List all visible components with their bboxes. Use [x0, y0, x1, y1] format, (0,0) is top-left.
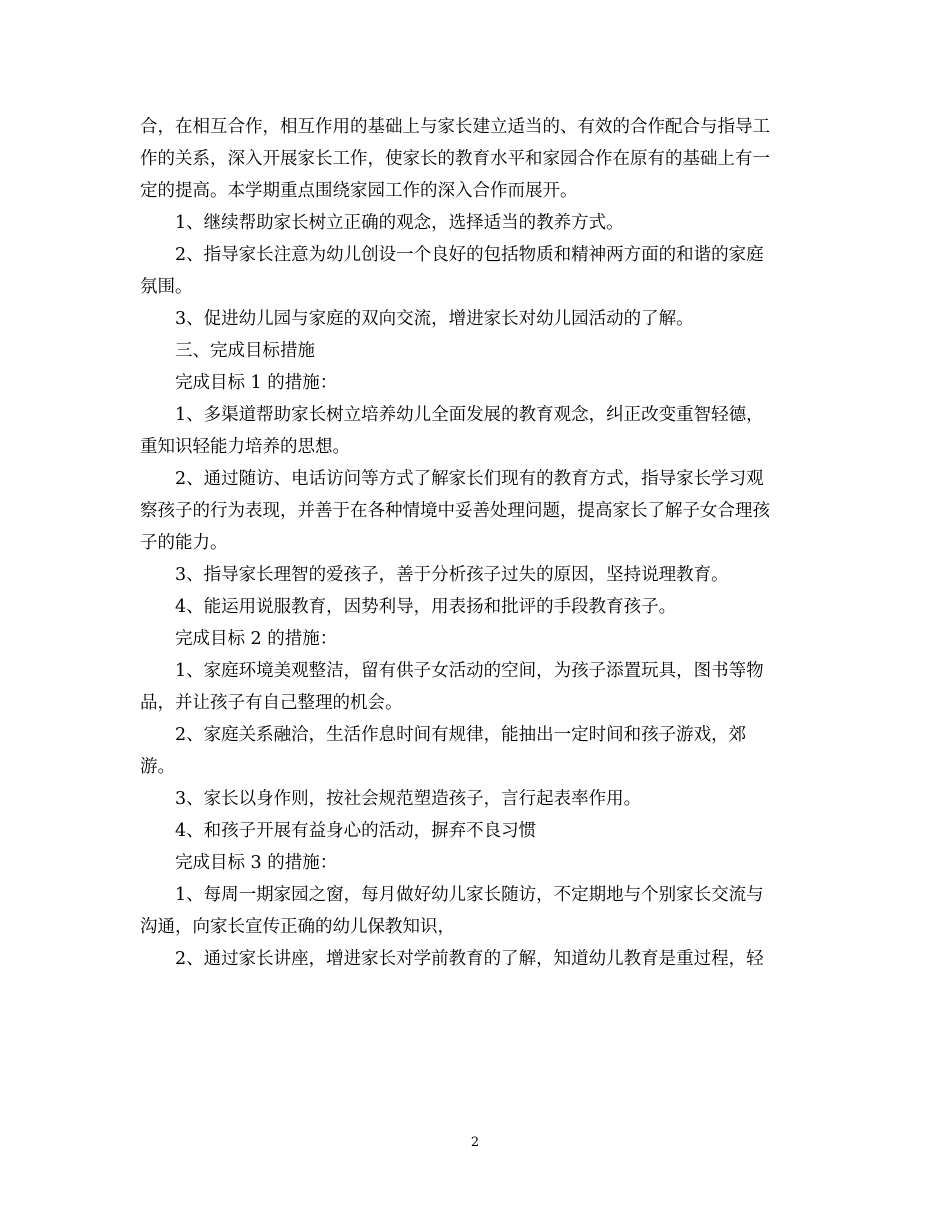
text-line: 合，在相互合作，相互作用的基础上与家长建立适当的、有效的合作配合与指导工 [140, 117, 770, 137]
text-line: 作的关系，深入开展家长工作，使家长的教育水平和家园合作在原有的基础上有一 [140, 149, 770, 169]
list-item: 2、通过家长讲座，增进家长对学前教育的了解，知道幼儿教育是重过程，轻 [175, 949, 764, 969]
list-item: 1、多渠道帮助家长树立培养幼儿全面发展的教育观念，纠正改变重智轻德， [175, 405, 764, 425]
section-heading: 三、完成目标措施 [175, 341, 315, 361]
text-line: 定的提高。本学期重点围绕家园工作的深入合作而展开。 [140, 181, 578, 201]
list-item: 3、指导家长理智的爱孩子，善于分析孩子过失的原因，坚持说理教育。 [175, 565, 729, 585]
list-item: 2、指导家长注意为幼儿创设一个良好的包括物质和精神两方面的和谐的家庭 [175, 245, 764, 265]
text-line: 游。 [140, 757, 175, 777]
subsection-heading: 完成目标 2 的措施： [175, 629, 338, 649]
text-line: 重知识轻能力培养的思想。 [140, 437, 350, 457]
list-item: 1、继续帮助家长树立正确的观念，选择适当的教养方式。 [175, 213, 624, 233]
list-item: 3、促进幼儿园与家庭的双向交流，增进家长对幼儿园活动的了解。 [175, 309, 694, 329]
list-item: 2、通过随访、电话访问等方式了解家长们现有的教育方式，指导家长学习观 [175, 469, 764, 489]
text-line: 沟通，向家长宣传正确的幼儿保教知识， [140, 917, 455, 937]
text-line: 氛围。 [140, 277, 193, 297]
subsection-heading: 完成目标 1 的措施： [175, 373, 338, 393]
list-item: 1、每周一期家园之窗，每月做好幼儿家长随访，不定期地与个别家长交流与 [175, 885, 764, 905]
list-item: 2、家庭关系融洽，生活作息时间有规律，能抽出一定时间和孩子游戏，郊 [175, 725, 747, 745]
list-item: 3、家长以身作则，按社会规范塑造孩子，言行起表率作用。 [175, 789, 642, 809]
subsection-heading: 完成目标 3 的措施： [175, 853, 338, 873]
list-item: 4、和孩子开展有益身心的活动，摒弃不良习惯 [175, 821, 537, 841]
text-line: 子的能力。 [140, 533, 228, 553]
text-line: 品，并让孩子有自己整理的机会。 [140, 693, 403, 713]
list-item: 4、能运用说服教育，因势利导，用表扬和批评的手段教育孩子。 [175, 597, 677, 617]
list-item: 1、家庭环境美观整洁，留有供子女活动的空间，为孩子添置玩具，图书等物 [175, 661, 764, 681]
page-number: 2 [470, 1135, 480, 1150]
body-text [140, 111, 812, 975]
text-line: 察孩子的行为表现，并善于在各种情境中妥善处理问题，提高家长了解子女合理孩 [140, 501, 770, 521]
